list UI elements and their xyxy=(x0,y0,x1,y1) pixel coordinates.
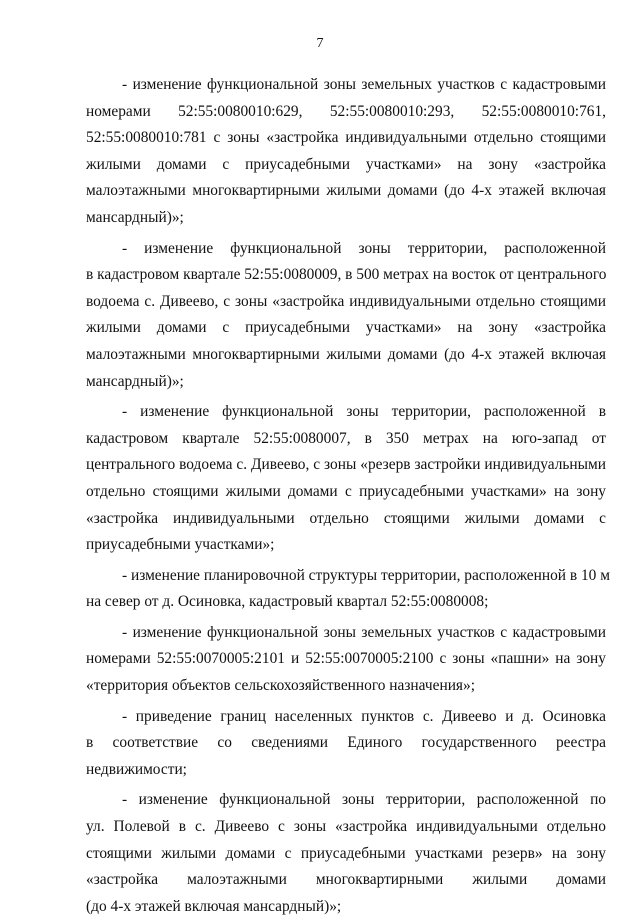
paragraph-line: малоэтажными многоквартирными жилыми домами (до 4-х этажей включая xyxy=(86,182,606,200)
paragraph-line: кадастровом квартале 52:55:0080007, в 350 метрах на юго-запад от xyxy=(86,429,606,447)
paragraph xyxy=(86,620,606,700)
paragraph xyxy=(86,563,610,616)
paragraph-line: ул. Полевой в с. Дивеево с зоны «застройка индивидуальными отдельно xyxy=(86,818,606,836)
paragraph-line: жилыми домами с приусадебными участками» на зону «застройка xyxy=(86,155,606,173)
paragraph xyxy=(86,236,606,396)
paragraph-line: номерами 52:55:0080010:629, 52:55:0080010:293, 52:55:0080010:761, xyxy=(86,102,606,120)
paragraph-line: - изменение функциональной зоны земельных участков с кадастровыми xyxy=(122,623,606,641)
paragraph-line: жилыми домами с приусадебными участками» на зону «застройка xyxy=(86,319,606,337)
paragraph-line: - изменение функциональной зоны земельных участков с кадастровыми xyxy=(122,76,606,93)
paragraph xyxy=(86,704,606,784)
paragraph-line: «территория объектов сельскохозяйственного назначения»; xyxy=(86,677,475,695)
paragraph-line: номерами 52:55:0070005:2101 и 52:55:0070005:2100 с зоны «пашни» на зону xyxy=(86,650,606,668)
paragraph-line: в соответствие со сведениями Единого государственного реестра xyxy=(86,734,606,752)
paragraph xyxy=(86,787,606,920)
paragraph-line: малоэтажными многоквартирными жилыми домами (до 4-х этажей включая xyxy=(86,345,606,363)
paragraph-line: водоема с. Дивеево, с зоны «застройка индивидуальными отдельно стоящими xyxy=(86,292,606,310)
paragraph-line: (до 4-х этажей включая мансардный)»; xyxy=(86,897,342,915)
paragraph xyxy=(86,399,606,559)
paragraph-line: недвижимости; xyxy=(86,760,187,778)
paragraph-line: - изменение функциональной зоны территории, расположенной по xyxy=(122,791,606,809)
paragraph-line: центрального водоема с. Дивеево, с зоны «резерв застройки индивидуальными xyxy=(86,456,606,474)
paragraph-line: отдельно стоящими жилыми домами с приусадебными участками» на зону xyxy=(86,482,606,500)
paragraph-line: приусадебными участками»; xyxy=(86,536,275,554)
paragraph-line: в кадастровом квартале 52:55:0080009, в 500 метрах на восток от центрального xyxy=(86,266,607,284)
page-number: 7 xyxy=(316,36,324,51)
paragraph-line: 52:55:0080010:781 с зоны «застройка индивидуальными отдельно стоящими xyxy=(86,129,606,147)
paragraph-line: - приведение границ населенных пунктов с. Дивеево и д. Осиновка xyxy=(122,707,606,725)
paragraph-line: мансардный)»; xyxy=(86,208,184,226)
paragraph-line: - изменение планировочной структуры территории, расположенной в 10 м xyxy=(122,566,610,584)
paragraph-line: - изменение функциональной зоны территории, расположенной в xyxy=(122,403,606,421)
paragraph-line: «застройка малоэтажными многоквартирными жилыми домами xyxy=(86,871,606,889)
paragraph xyxy=(86,72,606,232)
paragraph-line: стоящими жилыми домами с приусадебными участками резерв» на зону xyxy=(86,844,606,862)
paragraph-line: - изменение функциональной зоны территории, расположенной xyxy=(122,239,606,257)
paragraph-line: на север от д. Осиновка, кадастровый квартал 52:55:0080008; xyxy=(86,593,489,611)
paragraph-line: мансардный)»; xyxy=(86,372,184,390)
document-body xyxy=(86,72,610,924)
paragraph-line: «застройка индивидуальными отдельно стоящими жилыми домами с xyxy=(86,509,606,527)
